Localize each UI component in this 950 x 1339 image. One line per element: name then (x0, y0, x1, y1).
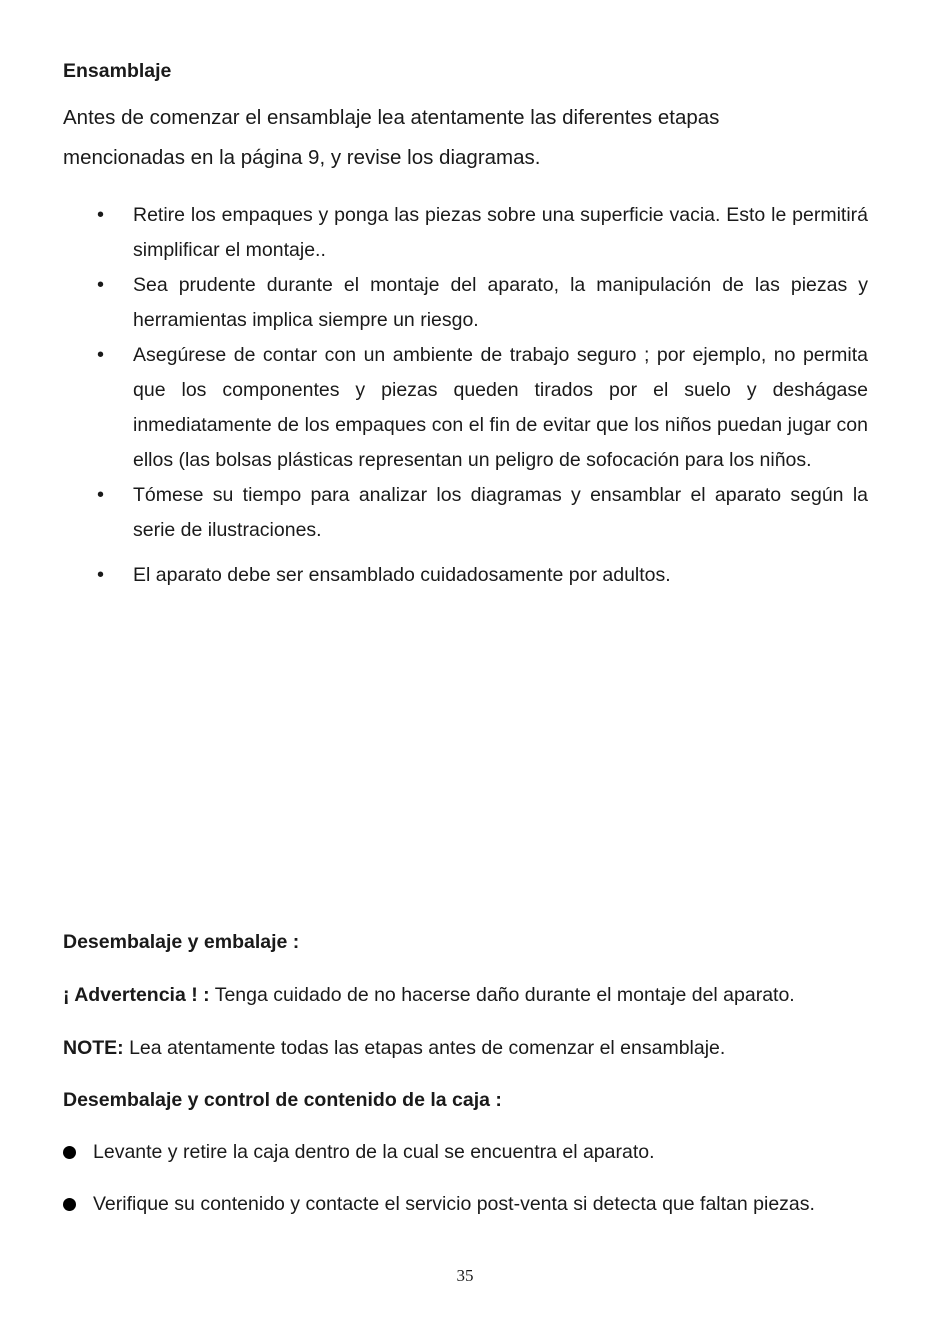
bullet-icon (63, 1198, 76, 1211)
assembly-heading: Ensamblaje (63, 60, 172, 82)
note-text: Lea atentamente todas las etapas antes de comenzar el ensamblaje. (123, 1037, 726, 1059)
assembly-intro (63, 98, 893, 178)
list-item (63, 338, 868, 478)
list-item (63, 268, 868, 338)
list-item (63, 198, 868, 268)
list-item-text: Verifique su contenido y contacte el servicio post-venta si detecta que faltan piezas. (93, 1193, 815, 1215)
list-item-text: Asegúrese de contar con un ambiente de trabajo seguro ; por ejemplo, no permita que los componentes y piezas queden tirados por el suelo y deshágase inmediatamente de los empaques con el fin de evitar que los niños puedan jugar con ellos (las bolsas plásticas representan un peligro de sofocación para los niños. (133, 344, 868, 471)
control-heading: Desembalaje y control de contenido de la caja : (63, 1089, 502, 1111)
list-item-text: El aparato debe ser ensamblado cuidadosamente por adultos. (133, 564, 671, 586)
warning-text: Tenga cuidado de no hacerse daño durante el montaje del aparato. (209, 984, 795, 1006)
bullet-icon: • (97, 204, 105, 226)
list-item-text: Sea prudente durante el montaje del aparato, la manipulación de las piezas y herramientas implica siempre un riesgo. (133, 274, 868, 331)
bullet-icon: • (97, 344, 105, 366)
bullet-icon: • (97, 484, 105, 506)
list-item-text: Tómese su tiempo para analizar los diagramas y ensamblar el aparato según la serie de ilustraciones. (133, 484, 868, 541)
list-item (63, 1193, 815, 1216)
list-item (63, 1141, 655, 1164)
intro-line-2: mencionadas en la página 9, y revise los diagramas. (63, 146, 541, 169)
bullet-icon: • (97, 564, 105, 586)
warning-line (63, 984, 795, 1007)
note-line (63, 1037, 725, 1060)
list-item-text: Levante y retire la caja dentro de la cual se encuentra el aparato. (93, 1141, 655, 1163)
unpacking-heading: Desembalaje y embalaje : (63, 931, 300, 953)
intro-line-1: Antes de comenzar el ensamblaje lea atentamente las diferentes etapas (63, 106, 720, 129)
bullet-icon (63, 1146, 76, 1159)
bullet-icon: • (97, 274, 105, 296)
list-item-text: Retire los empaques y ponga las piezas sobre una superficie vacia. Esto le permitirá simplificar el montaje.. (133, 204, 868, 261)
note-label: NOTE: (63, 1037, 124, 1059)
list-item (63, 478, 868, 548)
warning-label: ¡ Advertencia ! : (63, 984, 210, 1006)
page-number: 35 (456, 1266, 474, 1285)
assembly-bullet-list (63, 198, 868, 593)
list-item (63, 558, 868, 593)
